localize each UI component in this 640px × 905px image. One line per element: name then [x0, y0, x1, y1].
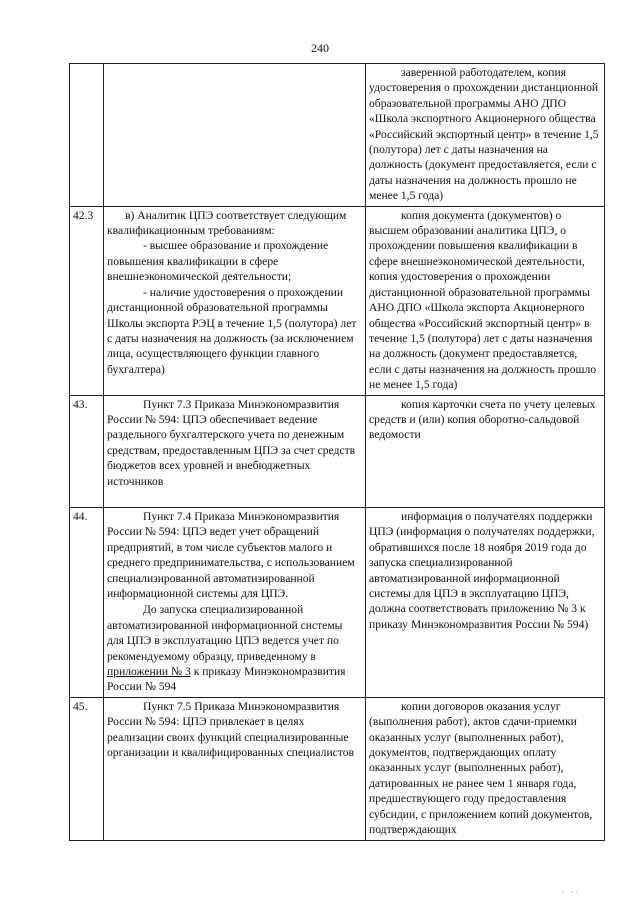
table-row [70, 206, 605, 395]
criterion-text: - высшее образование и прохождение повышения квалификации в сфере внешнеэкономической деятельности; [107, 239, 329, 284]
document-text: копия карточки счета по учету целевых средств и (или) копия оборотно-сальдовой ведомости [369, 397, 596, 442]
criterion-text: Пункт 7.3 Приказа Минэкономразвития России № 594: ЦПЭ обеспечивает ведение раздельного бухгалтерского учета по денежным средствам, предоставленным ЦПЭ за счет средств бюджетов всех уровней и внебюджетных источников [107, 397, 356, 488]
criterion-cell [104, 64, 366, 207]
criterion-text: - наличие удостоверения о прохождении дистанционной образовательной программы Школы экспорта РЭЦ в течение 1,5 (полутора) лет с даты назначения на должность (за исключением лица, осуществляющего функции главного бухгалтера) [107, 285, 357, 376]
criterion-text-part: к приказу Минэкономразвития России № 594 [107, 665, 346, 694]
document-text: информация о получателях поддержки ЦПЭ (информация о получателях поддержки, обратившихся после 18 ноября 2019 года до запуска специализированной автоматизированной информационной системы для ЦПЭ в эксплуатацию ЦПЭ, должна соответствовать приложению № 3 к приказу Минэкономразвития России № 594) [369, 509, 595, 631]
criterion-cell [104, 395, 366, 507]
document-text: копии договоров оказания услуг (выполнения работ), актов сдачи-приемки оказанных услуг (выполненных работ), документов, подтверждающих оплату оказанных услуг (выполненных работ), датированных не ранее чем 1 января года, предшествующего году предоставления субсидии, с приложением копий документов, подтверждающих [369, 699, 593, 837]
document-text: заверенной работодателем, копия удостоверения о прохождении дистанционной образовательной программы АНО ДПО «Школа экспортного Акционерного общества «Российский экспортный центр» в течение 1,5 (полутора) лет с даты назначения на должность (документ предоставляется, если с даты назначения на должность прошло не менее 1,5 года) [369, 66, 599, 203]
row-number: 42.3 [70, 206, 104, 395]
scan-mark: · ·· [562, 888, 580, 897]
criterion-cell [104, 206, 366, 395]
document-cell [366, 64, 605, 207]
table-row [70, 395, 605, 507]
document-cell [366, 206, 605, 395]
table-row [70, 64, 605, 207]
document-text: копия документа (документов) о высшем образовании аналитика ЦПЭ, о прохождении повышения квалификации в сфере внешнеэкономической деятельности, копия удостоверения о прохождении дистанционной образовательной программы АНО ДПО «Школа экспорта Акционерного общества «Российский экспортный центр» в течение 1,5 (полутора) лет с даты назначения на должность (документ предоставляется, если с даты назначения на должность прошло не менее 1,5 года) [369, 208, 597, 392]
document-cell [366, 395, 605, 507]
table-row [70, 697, 605, 840]
document-cell [366, 507, 605, 697]
criterion-text-part: До запуска специализированной автоматизированной информационной системы для ЦПЭ в эксплуатацию ЦПЭ ведется учет по рекомендуемому образцу, приведенному в [107, 603, 343, 663]
criterion-text: в) Аналитик ЦПЭ соответствует следующим квалификационным требованиям: [107, 208, 347, 238]
criterion-cell [104, 507, 366, 697]
row-number [70, 64, 104, 207]
row-number: 43. [70, 395, 104, 507]
row-number: 45. [70, 697, 104, 840]
table-row [70, 507, 605, 697]
row-number: 44. [70, 507, 104, 697]
page-number: 240 [311, 41, 329, 55]
criterion-cell [104, 697, 366, 840]
criterion-text: Пункт 7.5 Приказа Минэкономразвития России № 594: ЦПЭ привлекает в целях реализации своих функций специализированные организации и квалифицированных специалистов [107, 699, 354, 760]
criterion-text: Пункт 7.4 Приказа Минэкономразвития России № 594: ЦПЭ ведет учет обращений предприятий, в том числе субъектов малого и среднего предпринимательства, с использованием специализированной автоматизированной информационной системы для ЦПЭ. [107, 509, 355, 600]
document-cell [366, 697, 605, 840]
criterion-text [107, 602, 362, 694]
requirements-table [69, 63, 605, 841]
appendix-link[interactable]: приложении № 3 [107, 665, 191, 679]
